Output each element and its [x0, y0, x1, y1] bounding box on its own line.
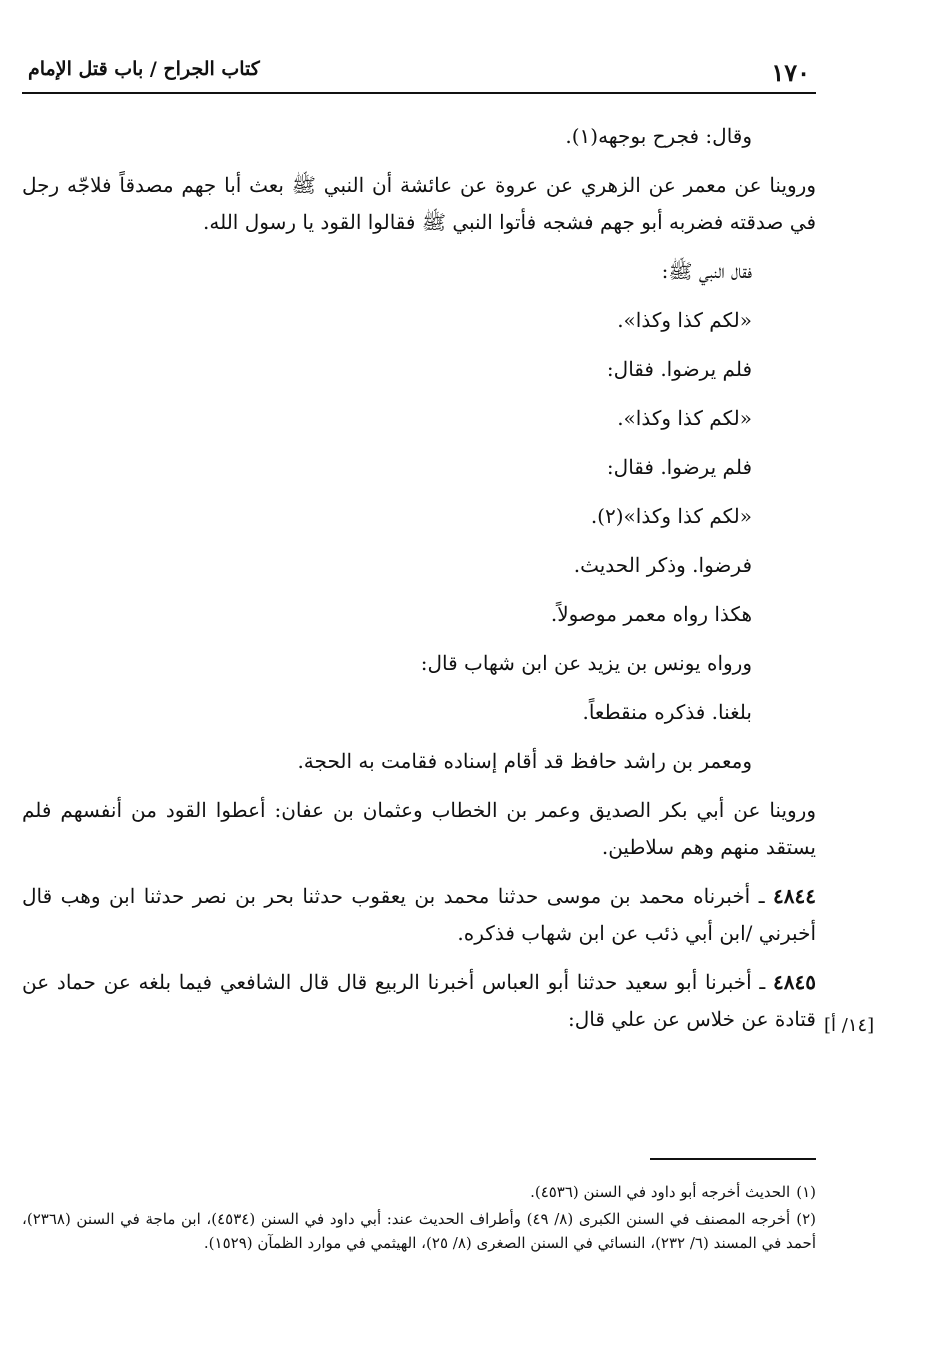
text-line: «لكم كذا وكذا». — [617, 308, 752, 332]
text-line: وقال: فجرح بوجهه(١). — [565, 124, 752, 148]
text-line: ورواه يونس بن يزيد عن ابن شهاب قال: — [420, 651, 752, 675]
paragraph: وروينا عن معمر عن الزهري عن عروة عن عائشة أن النبي ﷺ بعث أبا جهم مصدقاً فلاجّه رجل في صدقته فضربه أبو جهم فشجه فأتوا النبي ﷺ فقالوا القود يا رسول الله. — [22, 173, 816, 234]
text-line: «لكم كذا وكذا». — [617, 406, 752, 430]
hadith-text: ـ أخبرنا أبو سعيد حدثنا أبو العباس أخبرنا الربيع قال قال الشافعي فيما بلغه عن حماد عن قتادة عن خلاس عن علي قال: — [22, 970, 816, 1031]
text-line: هكذا رواه معمر موصولاً. — [550, 602, 752, 626]
hadith-number: ٤٨٤٤ — [773, 884, 816, 908]
footnote — [22, 1207, 816, 1255]
text-line: «لكم كذا وكذا»(٢). — [590, 504, 752, 528]
paragraph: وروينا عن أبي بكر الصديق وعمر بن الخطاب وعثمان بن عفان: أعطوا القود من أنفسهم فلم يستقد منهم وهم سلاطين. — [22, 798, 816, 859]
page-number: ١٧٠ — [771, 58, 810, 87]
hadith-4845 — [22, 964, 816, 1038]
footnote — [22, 1180, 816, 1204]
text-line: فقال النبي ﷺ: — [661, 259, 752, 283]
text-line: فرضوا. وذكر الحديث. — [573, 553, 752, 577]
hadith-number: ٤٨٤٥ — [773, 970, 816, 994]
text-line: فلم يرضوا. فقال: — [606, 455, 752, 479]
footnote-text: الحديث أخرجه أبو داود في السنن (٤٥٣٦). — [530, 1183, 791, 1201]
margin-note: [١٤/ أ] — [824, 1015, 875, 1036]
footnote-number: (١) — [796, 1183, 816, 1201]
text-line: بلغنا. فذكره منقطعاً. — [582, 700, 752, 724]
hadith-text: ـ أخبرناه محمد بن موسى حدثنا محمد بن يعقوب حدثنا بحر بن نصر حدثنا ابن وهب قال أخبرني /ابن أبي ذئب عن ابن شهاب فذكره. — [22, 884, 816, 945]
footnote-number: (٢) — [796, 1210, 816, 1228]
page-header — [22, 52, 816, 94]
hadith-4844 — [22, 878, 816, 952]
footnote-text: أخرجه المصنف في السنن الكبرى (٨/ ٤٩) وأطراف الحديث عند: أبي داود في السنن (٤٥٣٤)، ابن ماجة في السنن (٢٣٦٨)، أحمد في المسند (٦/ ٢٣٢)، النسائي في السنن الصغرى (٨/ ٢٥)، الهيثمي في موارد الظمآن (١٥٢٩). — [22, 1210, 816, 1252]
footnote-divider — [650, 1158, 816, 1160]
text-line: ومعمر بن راشد حافظ قد أقام إسناده فقامت به الحجة. — [297, 749, 752, 773]
footnotes — [22, 1180, 816, 1258]
running-title: كتاب الجراح / باب قتل الإمام — [28, 58, 260, 80]
main-text — [22, 118, 816, 1050]
text-line: فلم يرضوا. فقال: — [606, 357, 752, 381]
